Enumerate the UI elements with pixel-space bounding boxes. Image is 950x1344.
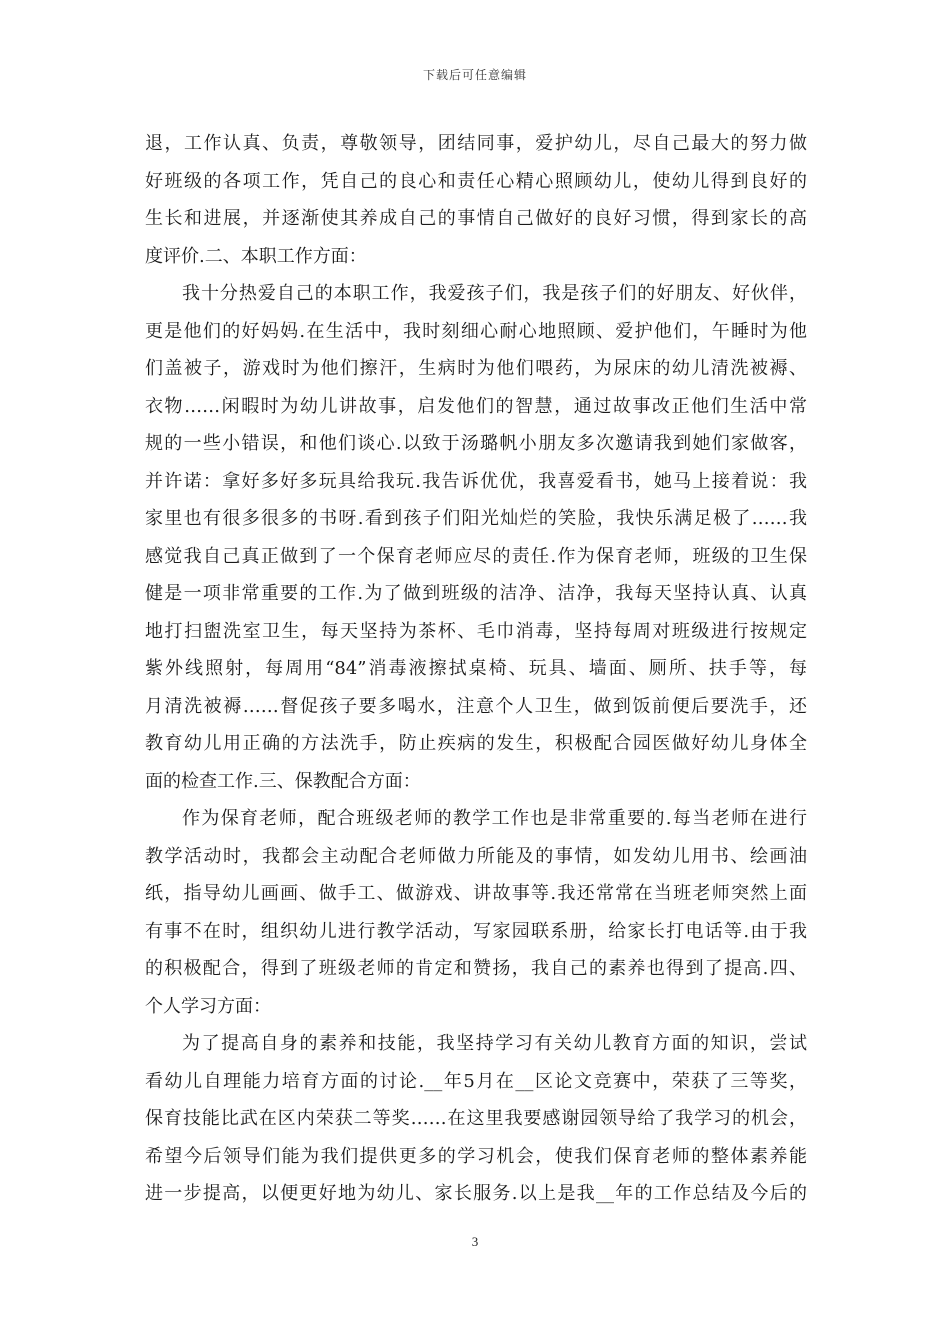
- text-line: 教学活动时，我都会主动配合老师做力所能及的事情，如发幼儿用书、绘画油: [145, 845, 807, 867]
- page-header: 下载后可任意编辑: [422, 68, 527, 82]
- text-line: 有事不在时，组织幼儿进行教学活动，写家园联系册，给家长打电话等.由于我: [145, 920, 807, 942]
- text-line: 规的一些小错误，和他们谈心.以致于汤璐帆小朋友多次邀请我到她们家做客，: [145, 433, 807, 454]
- page-number: 3: [471, 1234, 479, 1249]
- text-line: 紫外线照射，每周用“84”消毒液擦拭桌椅、玩具、墙面、厕所、扶手等，每: [145, 658, 807, 679]
- text-line: 生长和进展，并逐渐使其养成自己的事情自己做好的良好习惯，得到家长的高: [145, 208, 807, 229]
- paragraph-start-line: 为了提高自身的素养和技能，我坚持学习有关幼儿教育方面的知识，尝试: [182, 1033, 807, 1054]
- text-line: 们盖被子，游戏时为他们擦汗，生病时为他们喂药，为尿床的幼儿清洗被褥、: [145, 358, 807, 379]
- text-line: 感觉我自己真正做到了一个保育老师应尽的责任.作为保育老师，班级的卫生保: [145, 545, 807, 567]
- text-line: 纸，指导幼儿画画、做手工、做游戏、讲故事等.我还常常在当班老师突然上面: [145, 883, 807, 904]
- paragraph-start-line: 作为保育老师，配合班级老师的教学工作也是非常重要的.每当老师在进行: [182, 808, 807, 829]
- paragraph-start-line: 我十分热爱自己的本职工作，我爱孩子们，我是孩子们的好朋友、好伙伴，: [182, 283, 807, 304]
- text-line: 教育幼儿用正确的方法洗手，防止疾病的发生，积极配合园医做好幼儿身体全: [145, 733, 807, 754]
- text-line: 进一步提高，以便更好地为幼儿、家长服务.以上是我__年的工作总结及今后的: [145, 1183, 807, 1204]
- document-body: [145, 125, 807, 1213]
- text-line: 面的检查工作.三、保教配合方面：: [145, 770, 421, 792]
- text-line: 退，工作认真、负责，尊敬领导，团结同事，爱护幼儿，尽自己最大的努力做: [145, 133, 807, 154]
- text-line: 度评价.二、本职工作方面：: [145, 245, 367, 267]
- text-line: 家里也有很多很多的书呀.看到孩子们阳光灿烂的笑脸，我快乐满足极了……我: [145, 508, 807, 529]
- text-line: 衣物……闲暇时为幼儿讲故事，启发他们的智慧，通过故事改正他们生活中常: [145, 395, 807, 417]
- text-line: 看幼儿自理能力培育方面的讨论.__年5月在__区论文竞赛中，荣获了三等奖，: [145, 1070, 807, 1092]
- text-line: 个人学习方面：: [145, 995, 271, 1017]
- text-line: 希望今后领导们能为我们提供更多的学习机会，使我们保育老师的整体素养能: [145, 1145, 807, 1167]
- text-line: 并许诺：拿好多好多玩具给我玩.我告诉优优，我喜爱看书，她马上接着说：我: [145, 470, 807, 492]
- text-line: 月清洗被褥……督促孩子要多喝水，注意个人卫生，做到饭前便后要洗手，还: [145, 695, 807, 717]
- text-line: 保育技能比武在区内荣获二等奖……在这里我要感谢园领导给了我学习的机会，: [145, 1108, 807, 1129]
- text-line: 健是一项非常重要的工作.为了做到班级的洁净、洁净，我每天坚持认真、认真: [145, 583, 807, 604]
- text-line: 的积极配合，得到了班级老师的肯定和赞扬，我自己的素养也得到了提高.四、: [145, 958, 807, 979]
- text-line: 地打扫盥洗室卫生，每天坚持为茶杯、毛巾消毒，坚持每周对班级进行按规定: [145, 620, 807, 642]
- text-line: 好班级的各项工作，凭自己的良心和责任心精心照顾幼儿，使幼儿得到良好的: [145, 170, 807, 192]
- text-line: 更是他们的好妈妈.在生活中，我时刻细心耐心地照顾、爱护他们，午睡时为他: [145, 320, 807, 342]
